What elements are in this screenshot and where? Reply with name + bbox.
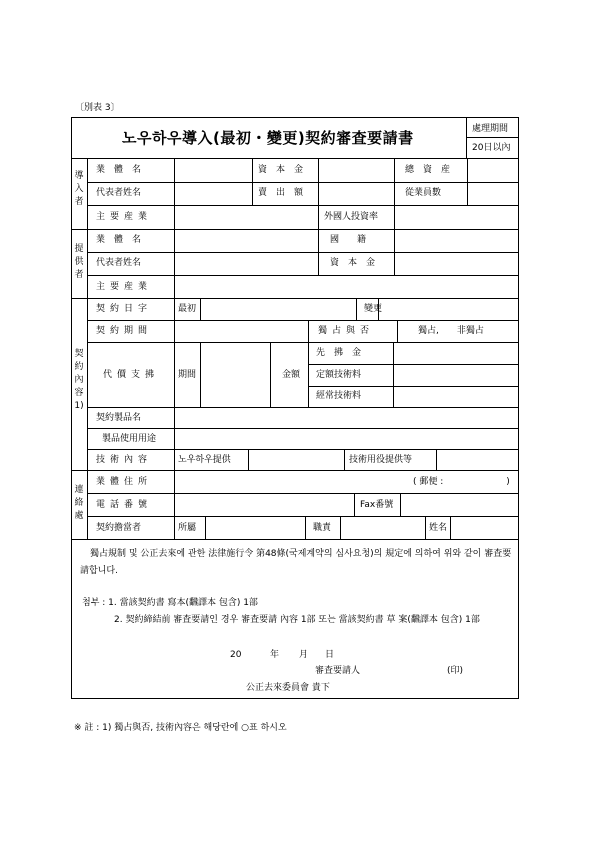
usage-label: 製品使用用途 [102,434,157,444]
processing-value: 20日以內 [472,143,511,153]
tech-label: 技術內容 [96,455,153,465]
contract-date-label: 契約日字 [96,304,153,314]
person-label: 契約擔當者 [96,523,142,533]
importer-section-label: 導入者 [74,171,84,207]
page-title: 노우하우導入(最初・變更)契約審査要請書 [122,129,414,147]
fax-label: Fax番號 [360,500,394,510]
payment-amount-label: 金額 [282,370,301,380]
processing-label: 處理期間 [472,124,509,134]
attachment-2: 2. 契約締結前 審査要請인 경우 審査要請 內容 1部 또는 當該契約書 草 案(飜譯本 包含) 1部 [114,615,480,625]
payment-term-label: 期間 [178,370,197,380]
payment-item-running: 經常技術料 [316,391,362,401]
attachment-1: 첨부 : 1. 當該契約書 寫本(飜譯本 包含) 1部 [82,598,258,608]
provider-ceo-label: 代表者姓名 [96,258,142,268]
requester-seal: (印) [447,666,464,676]
provider-section-label: 提供者 [74,244,84,280]
footnote: ※ 註 : 1) 獨占與否, 技術內容은 해당란에 ○표 하시오 [74,723,287,733]
importer-company-label: 業 體 名 [96,165,142,175]
address-label: 業體住所 [96,477,153,487]
payment-item-advance: 先 拂 金 [316,348,362,358]
contract-change-label: 變更 [364,304,383,314]
importer-industry-label: 主要産業 [96,212,153,222]
date-month: 月 [299,650,309,660]
addressee: 公正去來委員會 貴下 [246,683,330,693]
provider-company-label: 業 體 名 [96,235,142,245]
contact-section-label: 連絡處 [74,485,84,521]
phone-label: 電話番號 [96,500,153,510]
importer-foreign-ratio-label: 外國人投資率 [324,212,379,222]
form-number: 〔別表 3〕 [75,103,120,113]
date-day: 日 [325,650,335,660]
position-label: 職責 [313,523,332,533]
exclusive-label: 獨占與否 [318,326,375,336]
dept-label: 所屬 [178,523,197,533]
provider-industry-label: 主要産業 [96,282,153,292]
importer-sales-label: 賣 出 額 [258,188,304,198]
provider-nationality-label: 國 籍 [330,235,367,245]
payment-label: 代價支拂 [103,370,160,380]
importer-ceo-label: 代表者姓名 [96,188,142,198]
contract-first-label: 最初 [178,304,197,314]
requester-label: 審査要請人 [315,666,361,676]
statement-text: 獨占規制 및 公正去來에 관한 法律施行令 第48條(국제계약의 심사요청)의 規定에 의하여 위와 같이 審査要請합니다. [80,549,512,576]
date-year-prefix: 20 [230,650,242,660]
contract-period-label: 契約期間 [96,326,153,336]
product-label: 契約製品名 [96,413,142,423]
importer-capital-label: 資 本 金 [258,165,304,175]
exclusive-options[interactable]: 獨占, 非獨占 [418,326,484,336]
importer-assets-label: 總 資 産 [405,165,451,175]
processing-divider [466,137,519,138]
date-year: 年 [270,650,280,660]
provider-capital-label: 資 本 金 [330,258,376,268]
payment-item-fixed: 定額技術料 [316,370,362,380]
contract-section-label: 契約內容1) [74,349,84,411]
zip-field[interactable]: ( 郵便 : ) [413,477,510,487]
name-label: 姓名 [429,523,448,533]
importer-employees-label: 從業員數 [405,188,442,198]
tech-service-option[interactable]: 技術用役提供等 [349,455,413,465]
knowhow-option[interactable]: 노우하우提供 [178,455,231,465]
